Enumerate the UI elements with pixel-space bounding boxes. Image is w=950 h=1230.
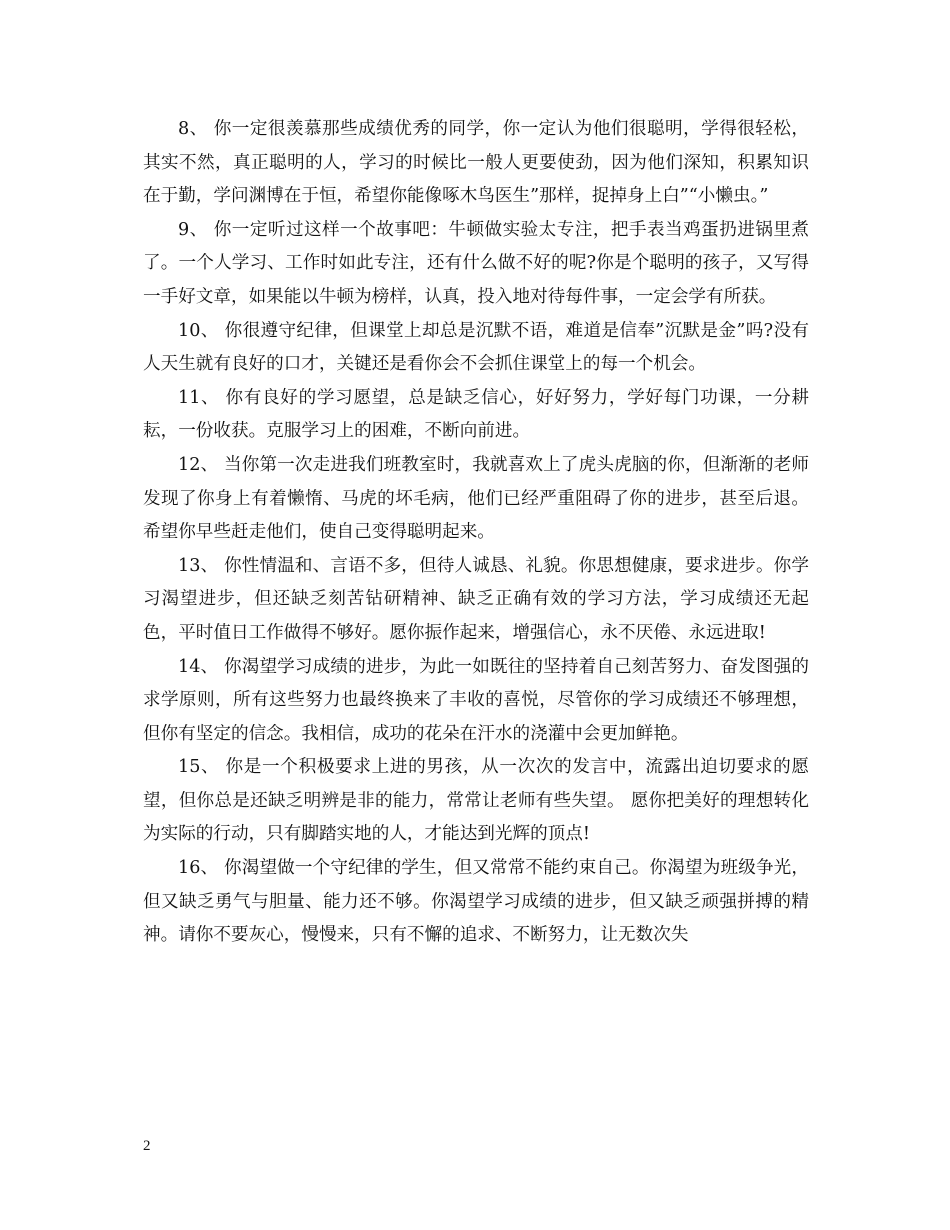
paragraph-9: 9、 你一定听过这样一个故事吧：牛顿做实验太专注，把手表当鸡蛋扔进锅里煮了。一个人学习、工作时如此专注，还有什么做不好的呢?你是个聪明的孩子，又写得一手好文章，如果能以牛顿为榜样，认真，投入地对待每件事，一定会学有所获。: [143, 219, 809, 307]
paragraph-16: 16、 你渴望做一个守纪律的学生，但又常常不能约束自己。你渴望为班级争光，但又缺乏勇气与胆量、能力还不够。你渴望学习成绩的进步，但又缺乏顽强拼搏的精神。请你不要灰心，慢慢来，只有不懈的追求、不断努力，让无数次失: [143, 858, 809, 946]
paragraph-11: 11、 你有良好的学习愿望，总是缺乏信心，好好努力，学好每门功课，一分耕耘，一份收获。克服学习上的困难，不断向前进。: [143, 387, 809, 442]
document-body: [143, 113, 809, 953]
paragraph-13: 13、 你性情温和、言语不多，但待人诚恳、礼貌。你思想健康，要求进步。你学习渴望进步，但还缺乏刻苦钻研精神、缺乏正确有效的学习方法，学习成绩还无起色，平时值日工作做得不够好。愿你振作起来，增强信心，永不厌倦、永远进取!: [143, 555, 809, 643]
paragraph-10: 10、 你很遵守纪律，但课堂上却总是沉默不语，难道是信奉”沉默是金”吗?没有人天生就有良好的口才，关键还是看你会不会抓住课堂上的每一个机会。: [143, 320, 809, 375]
paragraph-14: 14、 你渴望学习成绩的进步，为此一如既往的坚持着自己刻苦努力、奋发图强的求学原则，所有这些努力也最终换来了丰收的喜悦，尽管你的学习成绩还不够理想，但你有坚定的信念。我相信，成功的花朵在汗水的浇灌中会更加鲜艳。: [143, 656, 809, 744]
paragraph-12: 12、 当你第一次走进我们班教室时，我就喜欢上了虎头虎脑的你，但渐渐的老师发现了你身上有着懒惰、马虎的坏毛病，他们已经严重阻碍了你的进步，甚至后退。希望你早些赶走他们，使自己变得聪明起来。: [143, 454, 809, 543]
paragraph-8: 8、 你一定很羡慕那些成绩优秀的同学，你一定认为他们很聪明，学得很轻松，其实不然，真正聪明的人，学习的时候比一般人更要使劲，因为他们深知，积累知识在于勤，学问渊博在于恒，希望你能像啄木鸟医生”那样，捉掉身上白”“小懒虫。”: [143, 119, 809, 207]
paragraph-15: 15、 你是一个积极要求上进的男孩，从一次次的发言中，流露出迫切要求的愿望，但你总是还缺乏明辨是非的能力，常常让老师有些失望。 愿你把美好的理想转化为实际的行动，只有脚踏实地的人，才能达到光辉的顶点!: [143, 757, 809, 845]
page-number: 2: [143, 1138, 151, 1154]
